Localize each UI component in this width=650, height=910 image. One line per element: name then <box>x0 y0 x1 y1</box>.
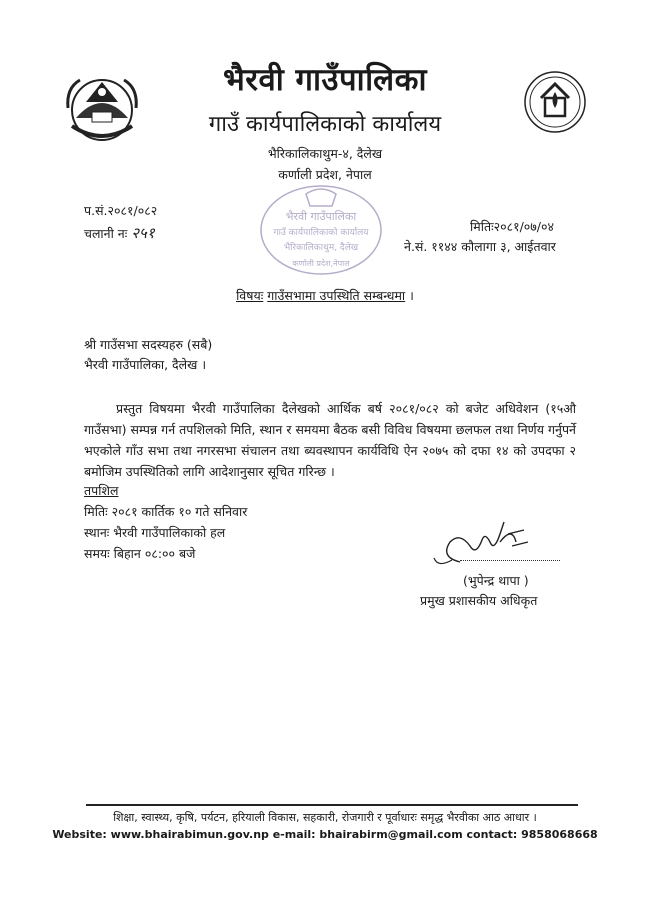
subject-text: गाउँसभामा उपस्थिति सम्बन्धमा <box>267 288 406 303</box>
dispatch-value: २५१ <box>131 224 155 242</box>
office-subtitle: गाउँ कार्यपालिकाको कार्यालय <box>208 112 442 137</box>
address-line-1: भैरिकालिकाथुम-४, दैलेख <box>267 146 383 161</box>
recipient-line-2: भैरवी गाउँपालिका, दैलेख । <box>84 357 207 372</box>
details-time: समयः बिहान ०८:०० बजे <box>84 546 196 561</box>
footer-slogan: शिक्षा, स्वास्थ्य, कृषि, पर्यटन, हरियाली विकास, सहकारी, रोजगारी र पूर्वाधारः समृद्ध भैरवीका आठ आधार । <box>113 811 537 824</box>
dispatch-label: चलानी नः <box>84 226 128 241</box>
nepal-sambat-date: ने.सं. ११४४ कौलागा ३, आईतवार <box>404 239 556 254</box>
signatory-designation: प्रमुख प्रशासकीय अधिकृत <box>420 593 538 608</box>
subject-line <box>0 287 650 304</box>
stamp-line-3: भैरिकालिकाथुम, दैलेख <box>283 243 359 253</box>
details-date: मितिः २०८१ कार्तिक १० गते सनिवार <box>84 504 248 519</box>
footer-contact: Website: www.bhairabimun.gov.np e-mail: bhairabirm@gmail.com contact: 9858068668 <box>52 828 598 841</box>
signature-line <box>460 560 560 561</box>
stamp-line-2: गाउँ कार्यपालिकाको कार्यालय <box>273 228 369 238</box>
details-heading: तपशिल <box>84 483 119 498</box>
details-place: स्थानः भैरवी गाउँपालिकाको हल <box>84 525 226 540</box>
recipient-line-1: श्री गाउँसभा सदस्यहरु (सबै) <box>84 337 213 352</box>
page-title: भैरवी गाउँपालिका <box>222 62 428 98</box>
dispatch-number <box>84 223 155 243</box>
signature <box>430 512 540 572</box>
stamp-line-1: भैरवी गाउँपालिका <box>285 210 357 223</box>
stamp-line-4: कर्णाली प्रदेश,नेपाल <box>292 259 350 268</box>
footer-divider <box>86 804 578 806</box>
signatory-name: (भुपेन्द्र थापा ) <box>463 573 529 588</box>
reference-number: प.सं.२०८१/०८२ <box>84 203 158 218</box>
issue-date: मितिः२०८१/०७/०४ <box>470 219 555 234</box>
subject-end: । <box>409 288 414 303</box>
address-line-2: कर्णाली प्रदेश, नेपाल <box>278 167 372 182</box>
office-stamp <box>256 180 386 280</box>
subject-label: विषयः <box>236 288 264 303</box>
body-paragraph: प्रस्तुत विषयमा भैरवी गाउँपालिका दैलेखको आर्थिक बर्ष २०८१/०८२ को बजेट अधिवेशन (१५औ गाउँसभा) सम्पन्न गर्न तपशिलको मिति, स्थान र समयमा बैठक बसी विविध विषयमा छलफल तथा निर्णय गर्नुपर्ने भएकोले गाँउ सभा तथा नगरसभा संचालन तथा ब्यवस्थापन कार्यविधि ऐन २०७५ को दफा १४ को उपदफा २ बमोजिम उपस्थितिको लागि आदेशानुसार सूचित गरिन्छ । <box>84 401 576 479</box>
